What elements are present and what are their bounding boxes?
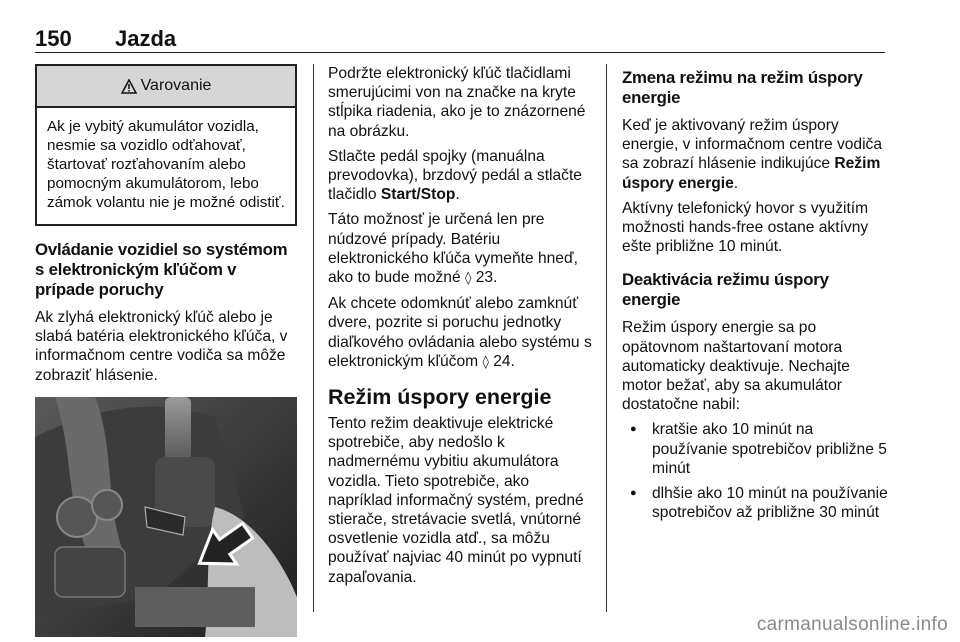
section-heading-energy-saving: Režim úspory energie bbox=[328, 385, 552, 410]
column-2 bbox=[328, 64, 596, 593]
steering-column-illustration bbox=[35, 397, 297, 637]
page-ref-icon: ◊ bbox=[482, 354, 489, 370]
paragraph: Keď je aktivovaný režim úspory energie, v informačnom centre vodiča sa zobrazí hlásenie indikujúce Režim úspory energie. bbox=[622, 117, 883, 192]
list-item: ● dlhšie ako 10 minút na používanie spotrebičov až približne 30 minút bbox=[652, 484, 890, 522]
subsection-heading-deactivation: Deaktivácia režimu úspory energie bbox=[622, 270, 829, 310]
bullet-list bbox=[622, 420, 890, 522]
warning-body: Ak je vybitý akumulátor vozidla, nesmie sa vozidlo odťahovať, štartovať rozťahovaním alebo pomocným akumulátorom, lebo zámok volantu nie je možné odistiť. bbox=[47, 118, 285, 211]
warning-title: Varovanie bbox=[140, 77, 212, 95]
column-3 bbox=[622, 64, 890, 528]
page-ref-icon: ◊ bbox=[464, 271, 472, 287]
subsection-heading-mode-change: Zmena režimu na režim úspory energie bbox=[622, 68, 863, 107]
page-number: 150 bbox=[35, 26, 72, 51]
paragraph: Táto možnosť je určená len pre núdzové prípady. Batériu elektronického kľúča vymeňte hneď, ako to bude možné ◊ 23. bbox=[328, 211, 578, 287]
paragraph: Režim úspory energie sa po opätovnom naštartovaní motora automaticky deaktivuje. Nechajte motor bežať, aby sa akumulátor dostatočne nabil: bbox=[622, 319, 850, 414]
section-heading-key-failure: Ovládanie vozidiel so systémom s elektronickým kľúčom v prípade poruchy bbox=[35, 240, 288, 299]
list-item: ● kratšie ako 10 minút na používanie spotrebičov približne 5 minút bbox=[652, 420, 890, 478]
paragraph: Aktívny telefonický hovor s využitím možnosti hands-free ostane aktívny ešte približne 10 minút. bbox=[622, 199, 869, 256]
steering-column-figure bbox=[35, 397, 297, 637]
paragraph: Stlačte pedál spojky (manuálna prevodovka), brzdový pedál a stlačte tlačidlo Start/Stop. bbox=[328, 147, 582, 204]
column-1 bbox=[35, 64, 297, 637]
warning-header bbox=[37, 66, 295, 108]
page-reference[interactable]: 24. bbox=[488, 352, 515, 370]
warning-triangle-icon bbox=[121, 79, 137, 94]
warning-box bbox=[35, 64, 297, 226]
paragraph: Ak zlyhá elektronický kľúč alebo je slabá batéria elektronického kľúča, v informačnom centre vodiča sa môže zobraziť hlásenie. bbox=[35, 309, 288, 384]
paragraph: Podržte elektronický kľúč tlačidlami smerujúcimi von na značke na kryte stĺpika riadenia, ako je to znázornené na obrázku. bbox=[328, 65, 586, 140]
paragraph: Ak chcete odomknúť alebo zamknúť dvere, pozrite si poruchu jednotky diaľkového ovládania alebo systému s elektronickým kľúčom ◊ 24. bbox=[328, 295, 592, 370]
page-reference[interactable]: 23. bbox=[471, 269, 498, 287]
paragraph: Tento režim deaktivuje elektrické spotrebiče, aby nedošlo k nadmernému vybitiu akumulátora vozidla. Tieto spotrebiče, ako napríklad informačný systém, predné stierače, stretávacie svetlá, vnútorné osvetlenie vozidla atď., sa môžu používať najviac 40 minút po vypnutí zapaľovania. bbox=[328, 415, 584, 586]
chapter-title: Jazda bbox=[115, 26, 177, 51]
column-divider bbox=[313, 64, 314, 612]
page-header bbox=[35, 22, 885, 53]
watermark: carmanualsonline.info bbox=[756, 614, 948, 635]
message-label: Režim úspory energie bbox=[622, 155, 881, 192]
column-divider bbox=[606, 64, 607, 612]
start-stop-label: Start/Stop bbox=[380, 186, 456, 204]
